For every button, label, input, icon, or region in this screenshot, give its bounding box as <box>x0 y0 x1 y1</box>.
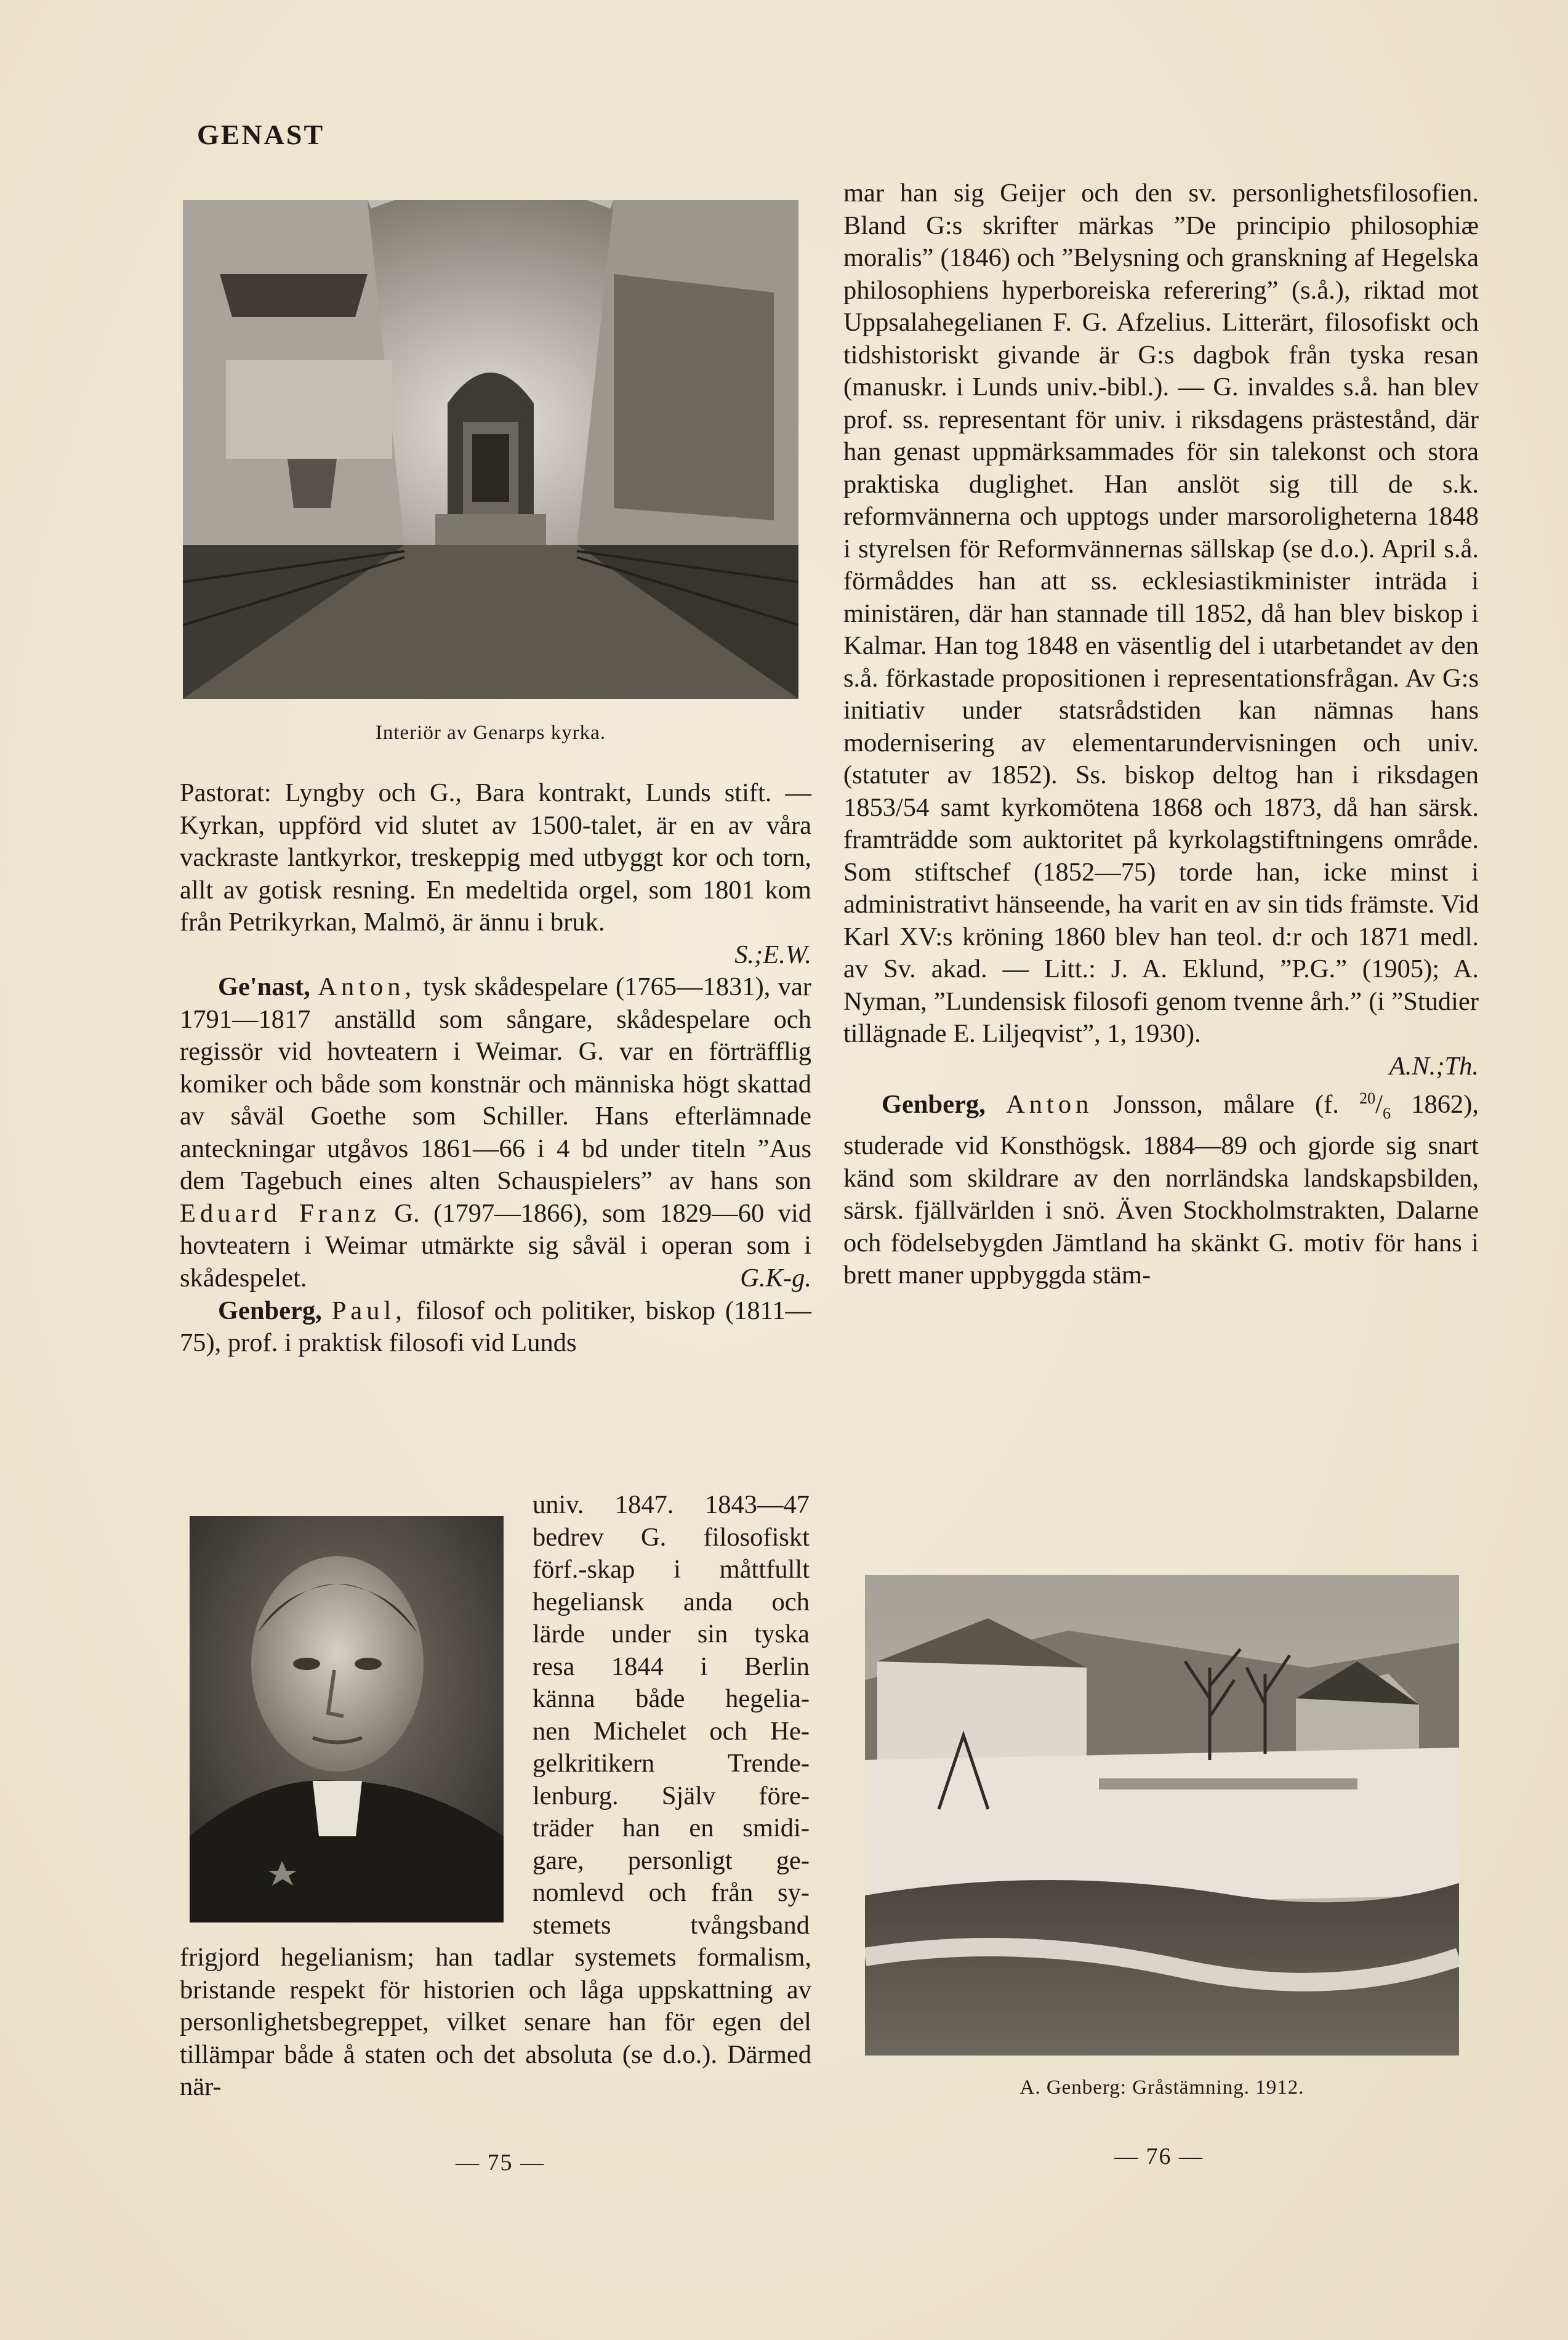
genast-firstname: Anton, <box>318 972 416 1001</box>
wrap-line: känna både hegelia- <box>533 1684 810 1713</box>
anton-genberg-text-b: 1862), studerade vid Konsthögsk. 1884—89 och gjorde sig snart känd som skildrare av den norrländska landskapsbilden, särsk. fjällvärlden i snö. Även Stockholmstrakten, Dalarne och födelsebygden Jämtland ha skänkt G. motiv för hans i brett maner uppbyggda stäm- <box>843 1090 1479 1290</box>
pastorat-signature: S.;E.W. <box>734 940 811 969</box>
church-interior-photo <box>183 200 798 699</box>
paul-genberg-firstname: Paul, <box>331 1296 406 1325</box>
wrap-line: träder han en smidi- <box>533 1814 810 1842</box>
anton-genberg-entry: Genberg, Anton Jonsson, målare (f. $^{20}/_6$ 1862), studerade vid Konsthögsk. 1884—89 och gjorde sig snart känd som skildrare av den norrländska landskapsbilden, särsk. fjällvärlden i snö. Även Stockholmstrakten, Dalarne och födelsebygden Jämtland ha skänkt G. motiv för hans i brett maner uppbyggda stäm- <box>843 1089 1479 1290</box>
wrap-line: lenburg. Själv före- <box>533 1781 810 1810</box>
genast-text-2: G. (1797—1866), som 1829—60 vid hovteatern i Weimar utmärkte sig såväl i operan som i skådespelet. <box>180 1198 812 1293</box>
paul-genberg-continued: frigjord hegelianism; han tadlar systemets formalism, bristande respekt för historien och låga uppskattning av personlighetsbegreppet, vilket senare han för egen del tillämpar både å staten och det absoluta (se d.o.). Därmed när- <box>180 1943 811 2101</box>
continuation-signature: A.N.;Th. <box>1389 1051 1479 1081</box>
wrap-line: lärde under sin tyska <box>533 1620 810 1648</box>
wrap-line: förf.-skap i måttfullt <box>533 1555 810 1584</box>
painting-caption: A. Genberg: Gråstämning. 1912. <box>1019 2076 1305 2099</box>
genast-signature: G.K-g. <box>740 1264 811 1293</box>
paul-genberg-portrait <box>190 1516 504 1922</box>
left-column-top <box>180 777 811 1360</box>
paul-genberg-wrap-text <box>533 1489 810 1942</box>
page-number-right: — 76 — <box>1114 2144 1204 2169</box>
wrap-line: hegeliansk anda och <box>533 1587 810 1616</box>
paul-genberg-headword: Genberg, <box>218 1296 322 1325</box>
genast-text-1: tysk skådespelare (1765—1831), var 1791—1817 anställd som sångare, skådespelare och regissör vid hovteatern i Weimar. G. var en förträfflig komiker och både som konstnär och människa högt skattad av såväl Goethe som Schiller. Hans efterlämnade anteckningar utgåvos 1861—66 i 4 bd under titeln ”Aus dem Tagebuch eines alten Schauspielers” av hans son <box>180 972 812 1195</box>
page-number-left: — 75 — <box>456 2150 545 2176</box>
wrap-line: univ. 1847. 1843—47 <box>533 1490 810 1519</box>
wrap-line: bedrev G. filosofiskt <box>533 1522 810 1552</box>
left-column-bottom <box>180 1942 811 2104</box>
anton-genberg-text-a: Jonsson, målare (f. <box>1113 1090 1339 1120</box>
anton-genberg-firstname: Anton <box>1006 1090 1093 1120</box>
genast-entry <box>180 971 811 1294</box>
birth-day: 20 <box>1359 1089 1376 1107</box>
genast-headword: Ge'nast, <box>218 972 310 1001</box>
wrap-line: stemets tvångsband <box>533 1910 810 1940</box>
wrap-line: resa 1844 i Berlin <box>533 1652 810 1681</box>
pastorat-paragraph: Pastorat: Lyngby och G., Bara kontrakt, Lunds stift. — Kyrkan, uppförd vid slutet av 1500-talet, är en av våra vackraste lantkyrkor, treskeppig med utbyggt kor och torn, allt av gotisk resning. En medeltida orgel, som 1801 kom från Petrikyrkan, Malmö, är ännu i bruk. <box>180 778 811 937</box>
birth-month: 6 <box>1382 1104 1391 1123</box>
church-photo-caption: Interiör av Genarps kyrka. <box>375 722 606 744</box>
wrap-line: gelkritikern Trende- <box>533 1749 810 1778</box>
paul-genberg-continuation: mar han sig Geijer och den sv. personlighetsfilosofien. Bland G:s skrifter märkas ”De principio philosophiæ moralis” (1846) och ”Belysning och granskning af Hegelska philosophiens hyperboreiska referering” (s.å.), riktad mot Uppsalahegelianen F. G. Afzelius. Litterärt, filosofiskt och tidshistoriskt givande är G:s dagbok från tyska resan (manuskr. i Lunds univ.-bibl.). — G. invaldes s.å. han blev prof. ss. representant för univ. i riksdagens prästestånd, där han genast uppmärksammades för sin talekonst och stora praktiska duglighet. Han anslöt sig till de s.k. reformvännerna och upptogs under marsoroligheterna 1848 i styrelsen för Reformvännernas sällskap (se d.o.). April s.å. förmåddes han att ss. ecklesiastikminister inträda i ministären, där han stannade till 1852, då han blev biskop i Kalmar. Han tog 1848 en väsentlig del i utarbetandet av den s.å. förkastade propositionen i representationsfrågan. Av G:s initiativ under statsrådstiden kan nämnas hans modernisering av elementarundervisningen och univ. (statuter av 1852). Ss. biskop deltog han i riksdagen 1853/54 samt kyrkomötena 1868 och 1873, då han särsk. framträdde som auktoritet på kyrkolagstiftningens område. Som stiftschef (1852—75) torde han, icke minst i administrativt hänseende, ha varit en av sin tids främste. Vid Karl XV:s kröning 1860 blev han teol. d:r och 1871 medl. av Sv. akad. — Litt.: J. A. Eklund, ”P.G.” (1905); A. Nyman, ”Lundensisk filosofi genom tvenne årh.” (i ”Studier tillägnade E. Liljeqvist”, 1, 1930). <box>843 179 1479 1048</box>
right-column <box>843 177 1479 1292</box>
wrap-line: nen Michelet och He- <box>533 1716 810 1746</box>
paul-genberg-intro-text: filosof och politiker, biskop (1811—75), prof. i praktisk filosofi vid Lunds <box>180 1296 811 1357</box>
wrap-line: gare, personligt ge- <box>533 1846 810 1875</box>
painting-grastamning <box>865 1575 1459 2056</box>
wrap-line: nomlevd och från sy- <box>533 1878 810 1907</box>
anton-genberg-headword: Genberg, <box>882 1090 986 1120</box>
paul-genberg-intro <box>180 1295 811 1360</box>
genast-son-name: Eduard Franz <box>180 1198 380 1228</box>
running-header: GENAST <box>197 119 325 150</box>
